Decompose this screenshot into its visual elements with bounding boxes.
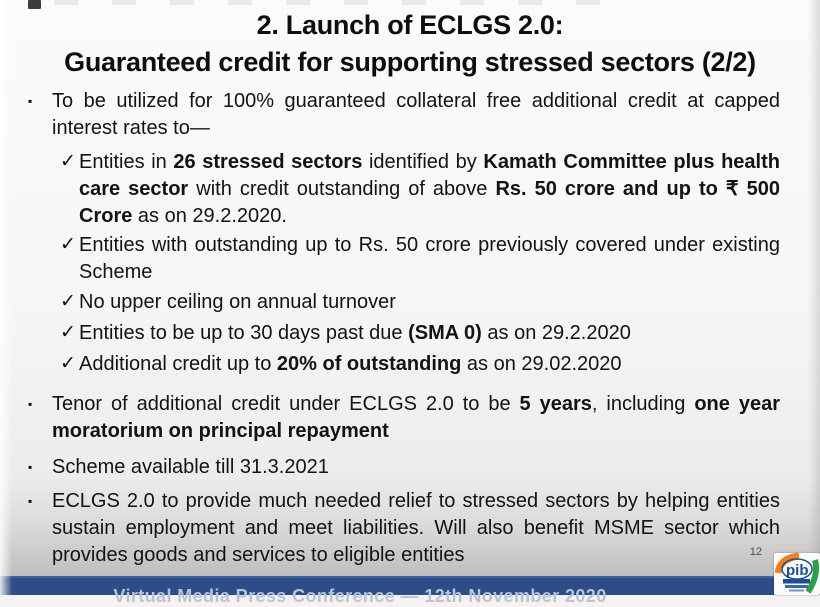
pib-logo-textline-3	[789, 590, 804, 592]
footer-bar-text: Virtual Media Press Conference — 12th November 2020	[113, 586, 607, 606]
pib-logo-green-ribbon	[808, 560, 816, 592]
check-item-text: No upper ceiling on annual turnover	[79, 291, 396, 313]
check-item-text: Entities in 26 stressed sectors identified by Kamath Committee plus health care sector with credit outstanding of above Rs. 50 crore and up to ₹ 500 Crore as on 29.2.2020.	[79, 151, 780, 227]
check-item-additional-credit	[0, 351, 820, 378]
slide-body	[0, 88, 820, 569]
check-icon: ✓	[60, 151, 76, 172]
footer-bar	[0, 576, 820, 606]
bullet-item-utilization	[0, 88, 820, 142]
pib-logo-graphic	[774, 553, 820, 595]
check-item-sma0	[0, 320, 820, 347]
pib-logo-textline-2	[785, 585, 808, 588]
slide-title-line2: Guaranteed credit for supporting stressed sectors (2/2)	[64, 47, 756, 77]
check-item-existing-scheme	[0, 232, 820, 286]
check-item-text: Entities to be up to 30 days past due (SMA 0) as on 29.2.2020	[79, 322, 631, 344]
pib-logo-textline-1	[783, 579, 810, 584]
bullet-text: To be utilized for 100% guaranteed collateral free additional credit at capped interest rates to—	[52, 90, 780, 139]
slide-title-line1: 2. Launch of ECLGS 2.0:	[256, 10, 564, 40]
square-bullet-icon: ▪	[28, 460, 33, 474]
square-bullet-icon: ▪	[28, 397, 33, 411]
check-item-no-ceiling	[0, 289, 820, 316]
check-item-stressed-sectors	[0, 149, 820, 230]
slide-title	[0, 0, 820, 81]
check-icon: ✓	[60, 353, 76, 374]
pib-logo	[774, 553, 820, 595]
page-number: 12	[749, 546, 762, 558]
bullet-item-scheme-availability	[0, 454, 820, 481]
check-item-text: Additional credit up to 20% of outstanding as on 29.02.2020	[79, 353, 622, 375]
bullet-text: ECLGS 2.0 to provide much needed relief to stressed sectors by helping entities sustain employment and meet liabilities. Will also benefit MSME sector which provides goods and services to eligible entities	[52, 490, 780, 566]
check-icon: ✓	[60, 322, 76, 343]
check-icon: ✓	[60, 291, 76, 312]
bullet-text: Tenor of additional credit under ECLGS 2.0 to be 5 years, including one year moratorium on principal repayment	[52, 393, 780, 442]
square-bullet-icon: ▪	[28, 494, 33, 508]
check-item-text: Entities with outstanding up to Rs. 50 crore previously covered under existing Scheme	[79, 234, 780, 283]
square-bullet-icon: ▪	[28, 94, 33, 108]
pib-logo-label: pib	[786, 562, 809, 579]
bullet-text: Scheme available till 31.3.2021	[52, 456, 329, 478]
bullet-item-relief	[0, 488, 820, 569]
video-artifact-strip	[54, 0, 634, 5]
check-icon: ✓	[60, 234, 76, 255]
video-artifact-mark	[28, 0, 41, 9]
bullet-item-tenor	[0, 391, 820, 445]
